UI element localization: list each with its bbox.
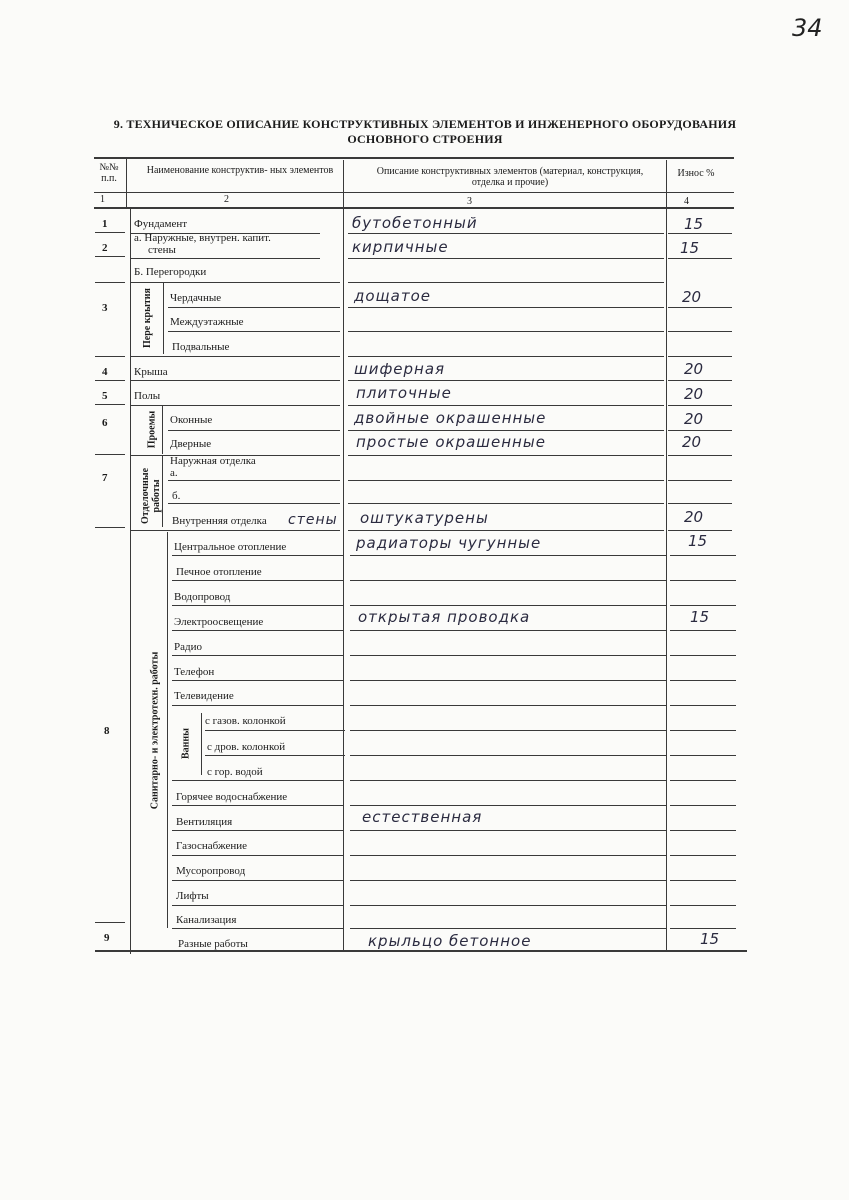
label-vanny-gaz: с газов. колонкой <box>205 715 286 727</box>
row-number-6: 6 <box>102 417 108 429</box>
label-fundament: Фундамент <box>134 218 188 230</box>
header-num: №№ п.п. <box>99 162 119 184</box>
header-col-3: 3 <box>467 196 472 207</box>
row-number-9: 9 <box>104 932 110 944</box>
header-name: Наименование конструктив- ных элементов <box>146 165 334 176</box>
handwritten-steny: стены <box>288 512 338 528</box>
group-vanny: Ванны <box>180 728 192 760</box>
proemy-bracket <box>162 406 163 454</box>
row-number-1: 1 <box>102 218 108 230</box>
label-musoroprovod: Мусоропровод <box>176 865 246 877</box>
wear-raznye: 15 <box>700 930 720 948</box>
label-cherdachnye: Чердачные <box>170 292 222 304</box>
desc-elektro: открытая проводка <box>358 608 531 626</box>
otdelka-bracket <box>162 455 163 527</box>
wear-vnutr-otdelka: 20 <box>684 508 704 526</box>
row-number-3: 3 <box>102 302 108 314</box>
col-divider-1 <box>126 157 127 207</box>
label-televidenie: Телевидение <box>174 690 234 702</box>
desc-poly: плиточные <box>356 384 452 402</box>
table-bottom-line <box>95 950 747 952</box>
row-number-8: 8 <box>104 725 110 737</box>
row-number-7: 7 <box>102 472 108 484</box>
santeh-bracket <box>167 532 168 928</box>
wear-elektro: 15 <box>690 608 710 626</box>
row-number-2: 2 <box>102 242 108 254</box>
label-ventilyaciya: Вентиляция <box>176 816 233 828</box>
desc-cherdachnye: дощатое <box>354 287 432 305</box>
name-col-left-line <box>130 208 131 954</box>
label-naruzhnaya-otdelka: Наружная отделка <box>170 455 256 467</box>
title-line-1: 9. ТЕХНИЧЕСКОЕ ОПИСАНИЕ КОНСТРУКТИВНЫХ ЭЛЕМЕНТОВ И ИНЖЕНЕРНОГО ОБОРУДОВАНИЯ <box>113 117 737 131</box>
wear-cherdachnye: 20 <box>682 288 702 306</box>
desc-raznye: крыльцо бетонное <box>368 932 532 950</box>
wear-fundament: 15 <box>684 215 704 233</box>
label-vanny-drov: с дров. колонкой <box>207 741 286 753</box>
wear-okonnye: 20 <box>684 410 704 428</box>
wear-steny: 15 <box>680 239 700 257</box>
desc-krysha: шиферная <box>354 360 446 378</box>
label-naruzhnaya-b: б. <box>172 490 181 502</box>
col-divider-3 <box>666 160 667 950</box>
label-steny-a: а. Наружные, внутрен. капит. <box>134 232 271 244</box>
label-radio: Радио <box>174 641 202 653</box>
row-number-4: 4 <box>102 366 108 378</box>
page-number: 34 <box>792 14 823 42</box>
header-wear: Износ % <box>677 168 715 179</box>
desc-fundament: бутобетонный <box>352 214 478 232</box>
label-podvalnye: Подвальные <box>172 341 230 353</box>
label-pechnoe: Печное отопление <box>176 566 262 578</box>
label-vodoprovod: Водопровод <box>174 591 231 603</box>
desc-vnutr-otdelka: оштукатурены <box>360 509 489 527</box>
wear-krysha: 20 <box>684 360 704 378</box>
label-telefon: Телефон <box>174 666 215 678</box>
desc-otoplenie: радиаторы чугунные <box>356 534 542 552</box>
label-vanny-gor: с гор. водой <box>207 766 263 778</box>
group-perekrytiya: Пере крытия <box>142 288 153 348</box>
desc-okonnye: двойные окрашенные <box>354 409 547 427</box>
label-okonnye: Оконные <box>170 414 213 426</box>
label-lifty: Лифты <box>176 890 209 902</box>
wear-poly: 20 <box>684 385 704 403</box>
desc-ventilyaciya: естественная <box>362 808 483 826</box>
header-col-4: 4 <box>684 196 689 207</box>
label-naruzhnaya-a: а. <box>170 467 178 479</box>
label-vnutrennyaya-otdelka: Внутренняя отделка <box>172 515 267 527</box>
label-peregorodki: Б. Перегородки <box>134 266 207 278</box>
wear-otoplenie: 15 <box>688 532 708 550</box>
table-top-line <box>94 157 734 159</box>
label-otoplenie: Центральное отопление <box>174 541 287 553</box>
header-col-2: 2 <box>224 194 229 205</box>
row-number-5: 5 <box>102 390 108 402</box>
desc-steny: кирпичные <box>352 238 449 256</box>
label-raznye: Разные работы <box>178 938 248 950</box>
label-mezhduetazhnye: Междуэтажные <box>170 316 244 328</box>
group-santeh: Санитарно- и электротехн. работы <box>149 651 161 810</box>
header-line <box>94 192 734 193</box>
group-otdelochnye: Отделочные работы <box>140 467 162 525</box>
wear-dvernye: 20 <box>682 433 702 451</box>
label-gazosnab: Газоснабжение <box>176 840 247 852</box>
label-steny-b: стены <box>148 244 176 256</box>
group-proemy: Проемы <box>146 410 158 449</box>
label-kanalizaciya: Канализация <box>176 914 237 926</box>
label-gor-voda: Горячее водоснабжение <box>176 791 288 803</box>
header-bottom-line <box>94 207 734 209</box>
label-krysha: Крыша <box>134 366 168 378</box>
label-elektro: Электроосвещение <box>174 616 264 628</box>
title-line-2: ОСНОВНОГО СТРОЕНИЯ <box>347 132 503 146</box>
header-desc: Описание конструктивных элементов (материал, конструкция, отделка и прочие) <box>376 166 644 188</box>
desc-dvernye: простые окрашенные <box>356 433 546 451</box>
label-poly: Полы <box>134 390 161 402</box>
vanny-bracket <box>201 713 202 775</box>
header-col-1: 1 <box>100 194 105 205</box>
label-dvernye: Дверные <box>170 438 212 450</box>
